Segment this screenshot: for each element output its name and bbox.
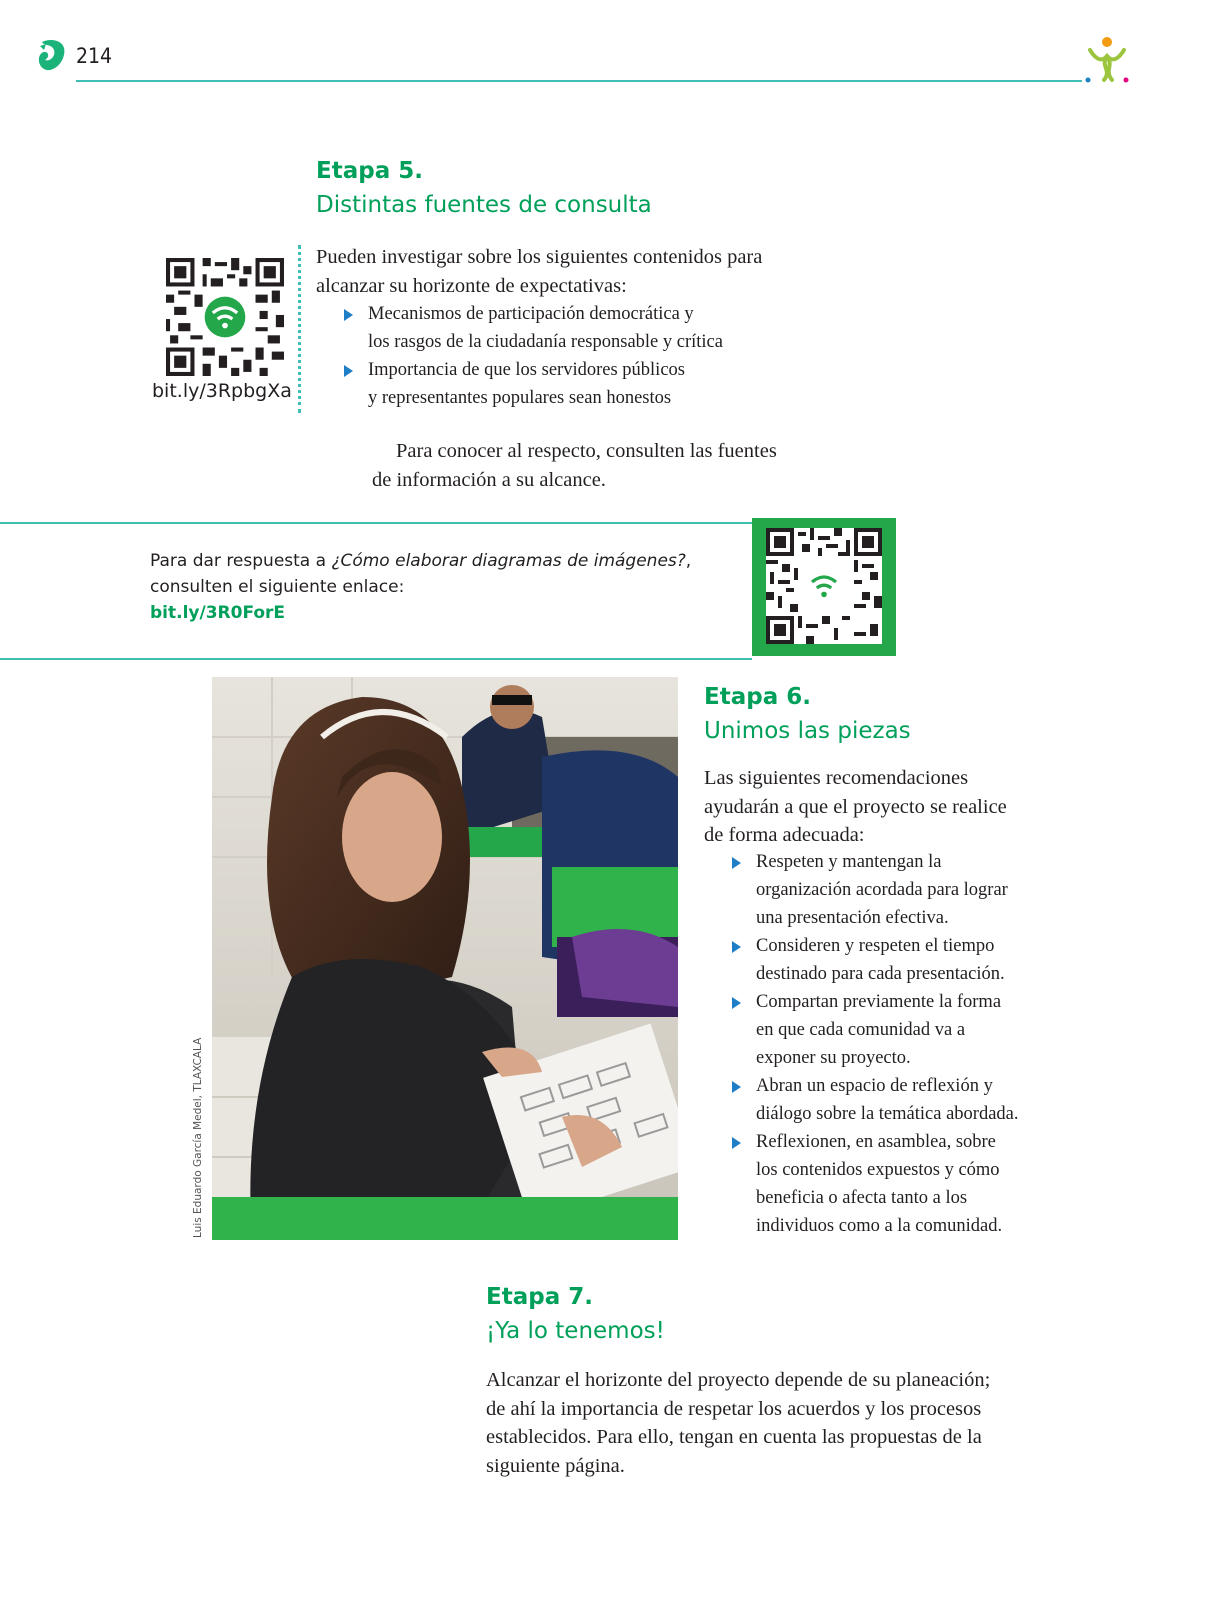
page-number: 214 [76,44,113,68]
qr-code-icon[interactable] [166,258,284,376]
stage7-title: Etapa 7. [486,1284,593,1310]
stage6-title: Etapa 6. [704,684,811,710]
bullet-line: Respeten y mantengan la [756,852,942,872]
qr-link-text[interactable]: bit.ly/3RpbgXa [152,380,292,402]
bullet-line: diálogo sobre la temática abordada. [756,1104,1019,1124]
list-item [732,1072,1019,1128]
bullet-line: individuos como a la comunidad. [756,1216,1003,1236]
bullet-triangle-icon [732,1137,741,1149]
bullet-line: los contenidos expuestos y cómo [756,1160,1000,1180]
bullet-line: Reflexionen, en asamblea, sobre [756,1132,996,1152]
bullet-line: en que cada comunidad va a [756,1020,966,1040]
bullet-line: Mecanismos de participación democrática y [368,304,694,324]
stage6-intro [704,764,1007,850]
bullet-line: exponer su proyecto. [756,1048,911,1068]
dotted-divider [298,245,301,413]
band-top-rule [0,522,752,524]
link-band-suffix: , [685,551,692,571]
bullet-line: los rasgos de la ciudadanía responsable y crítica [368,332,723,352]
green-leaf-logo-icon [36,38,68,72]
stage5-title: Etapa 5. [316,158,423,184]
stage5-closing-line1: Para conocer al respecto, consulten las fuentes [396,440,777,462]
stage6-bullet-list [732,848,1019,1240]
bullet-line: una presentación efectiva. [756,908,949,928]
stage6-subtitle: Unimos las piezas [704,718,911,744]
link-band-prefix: Para dar respuesta a [150,551,332,571]
bullet-line: destinado para cada presentación. [756,964,1005,984]
band-bottom-rule [0,658,752,660]
classroom-photo [212,677,678,1240]
list-item [732,932,1019,988]
bullet-triangle-icon [344,309,353,321]
student-writing-photo [212,677,678,1240]
stage5-closing-line2: de información a su alcance. [372,468,606,491]
stage5-subtitle: Distintas fuentes de consulta [316,192,652,218]
stage7-line: Alcanzar el horizonte del proyecto depende de su planeación; [486,1369,991,1391]
stage7-line: de ahí la importancia de respetar los acuerdos y los procesos [486,1397,982,1420]
bullet-triangle-icon [732,997,741,1009]
community-figure-logo-icon [1082,36,1132,86]
list-item [732,1128,1019,1240]
bullet-triangle-icon [344,365,353,377]
list-item [344,356,723,412]
stage5-intro [316,243,762,300]
stage5-closing [372,437,777,494]
stage7-line: establecidos. Para ello, tengan en cuenta las propuestas de la [486,1426,982,1448]
list-item [732,988,1019,1072]
bullet-triangle-icon [732,857,741,869]
bullet-line: organización acordada para lograr [756,880,1008,900]
bullet-triangle-icon [732,1081,741,1093]
bullet-line: Importancia de que los servidores públicos [368,360,685,380]
stage7-subtitle: ¡Ya lo tenemos! [486,1318,665,1344]
link-band-italic: ¿Cómo elaborar diagramas de imágenes? [331,551,686,571]
header-rule [76,80,1082,82]
bullet-triangle-icon [732,941,741,953]
stage7-line: siguiente página. [486,1454,625,1477]
bullet-line: Abran un espacio de reflexión y [756,1076,993,1096]
bullet-line: y representantes populares sean honestos [368,388,672,408]
bullet-line: Consideren y respeten el tiempo [756,936,995,956]
stage5-bullet-list [344,300,723,412]
bullet-line: beneficia o afecta tanto a los [756,1188,968,1208]
photo-credit: Luis Eduardo García Medel, TLAXCALA [192,1037,204,1238]
list-item [732,848,1019,932]
bullet-line: Compartan previamente la forma [756,992,1002,1012]
link-band-line1 [150,548,691,574]
link-band-text [150,548,691,626]
stage7-body [486,1366,990,1480]
stage5-intro-line1: Pueden investigar sobre los siguientes contenidos para [316,246,763,268]
list-item [344,300,723,356]
stage6-intro-line1: Las siguientes recomendaciones [704,767,969,789]
link-band-line2: consulten el siguiente enlace: [150,577,405,597]
stage6-intro-line3: de forma adecuada: [704,824,865,846]
qr-code-icon[interactable] [766,528,882,644]
link-band-qr-panel [752,518,896,656]
stage5-intro-line2: alcanzar su horizonte de expectativas: [316,274,627,297]
stage6-intro-line2: ayudarán a que el proyecto se realice [704,795,1007,818]
link-band-url[interactable]: bit.ly/3R0ForE [150,603,286,623]
